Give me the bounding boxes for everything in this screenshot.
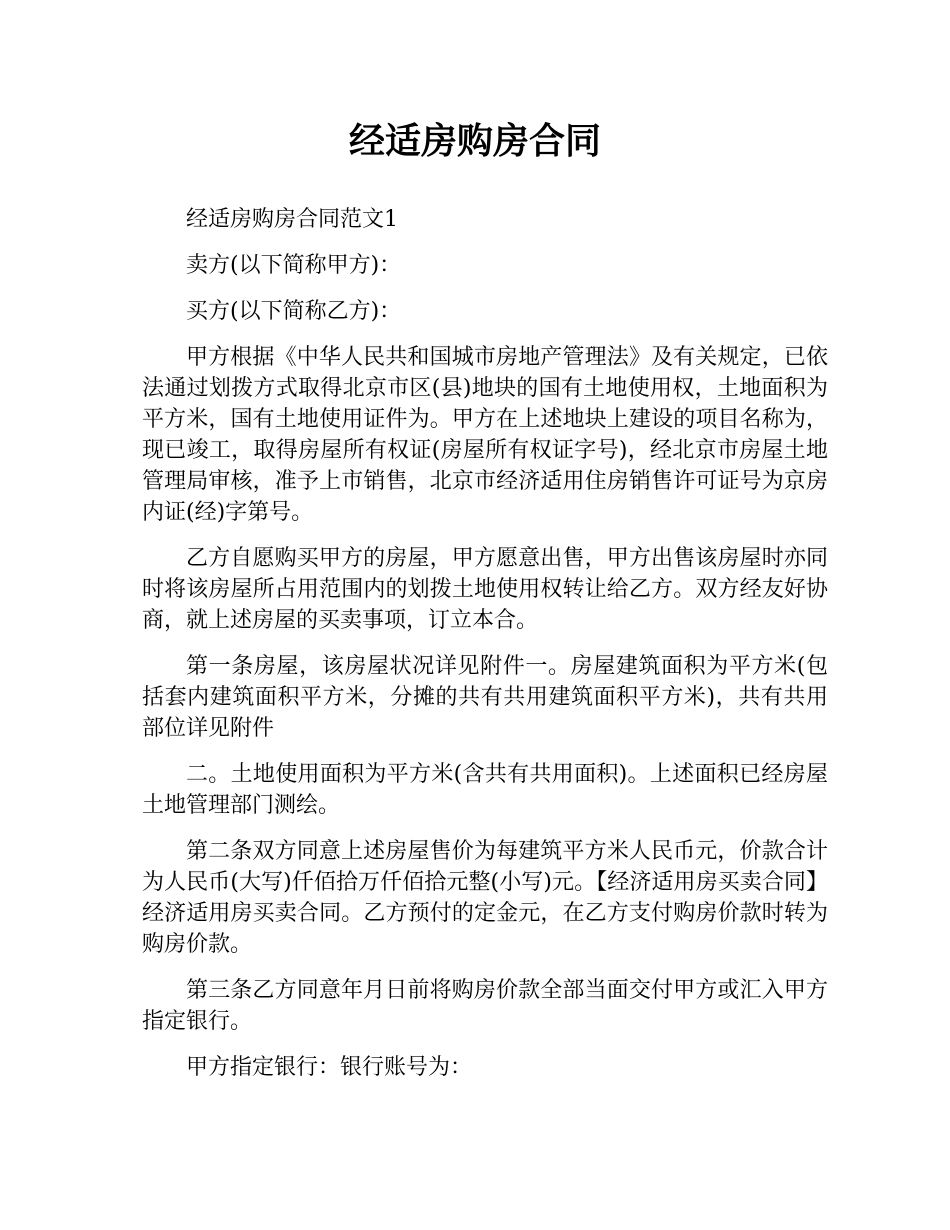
paragraph-bank: 甲方指定银行：银行账号为： — [186, 1055, 473, 1080]
paragraph-seller: 卖方(以下简称甲方)： — [186, 253, 402, 278]
paragraph-agreement: 乙方自愿购买甲方的房屋，甲方愿意出售，甲方出售该房屋时亦同时将该房屋所占用范围内的划拨土地使用权转让给乙方。双方经友好协商，就上述房屋的买卖事项，订立本合。 — [142, 546, 828, 633]
document-body — [142, 204, 828, 1098]
paragraph-buyer: 买方(以下简称乙方)： — [186, 299, 402, 324]
paragraph-land-area: 二。土地使用面积为平方米(含共有共用面积)。上述面积已经房屋土地管理部门测绘。 — [142, 762, 828, 818]
paragraph-subtitle: 经适房购房合同范文1 — [186, 207, 398, 232]
paragraph-article-3: 第三条乙方同意年月日前将购房价款全部当面交付甲方或汇入甲方指定银行。 — [142, 978, 828, 1034]
paragraph-article-1: 第一条房屋，该房屋状况详见附件一。房屋建筑面积为平方米(包括套内建筑面积平方米，分摊的共有共用建筑面积平方米)，共有共用部位详见附件 — [142, 654, 828, 741]
paragraph-land-rights: 甲方根据《中华人民共和国城市房地产管理法》及有关规定，已依法通过划拨方式取得北京市区(县)地块的国有土地使用权，土地面积为平方米，国有土地使用证件为。甲方在上述地块上建设的项目名称为，现已竣工，取得房屋所有权证(房屋所有权证字号)，经北京市房屋土地管理局审核，准予上市销售，北京市经济适用住房销售许可证号为京房内证(经)字第号。 — [142, 345, 828, 525]
paragraph-article-2: 第二条双方同意上述房屋售价为每建筑平方米人民币元，价款合计为人民币(大写)仟佰拾万仟佰拾元整(小写)元。【经济适用房买卖合同】经济适用房买卖合同。乙方预付的定金元，在乙方支付购房价款时转为购房价款。 — [142, 839, 828, 957]
document-title: 经适房购房合同 — [348, 121, 601, 162]
